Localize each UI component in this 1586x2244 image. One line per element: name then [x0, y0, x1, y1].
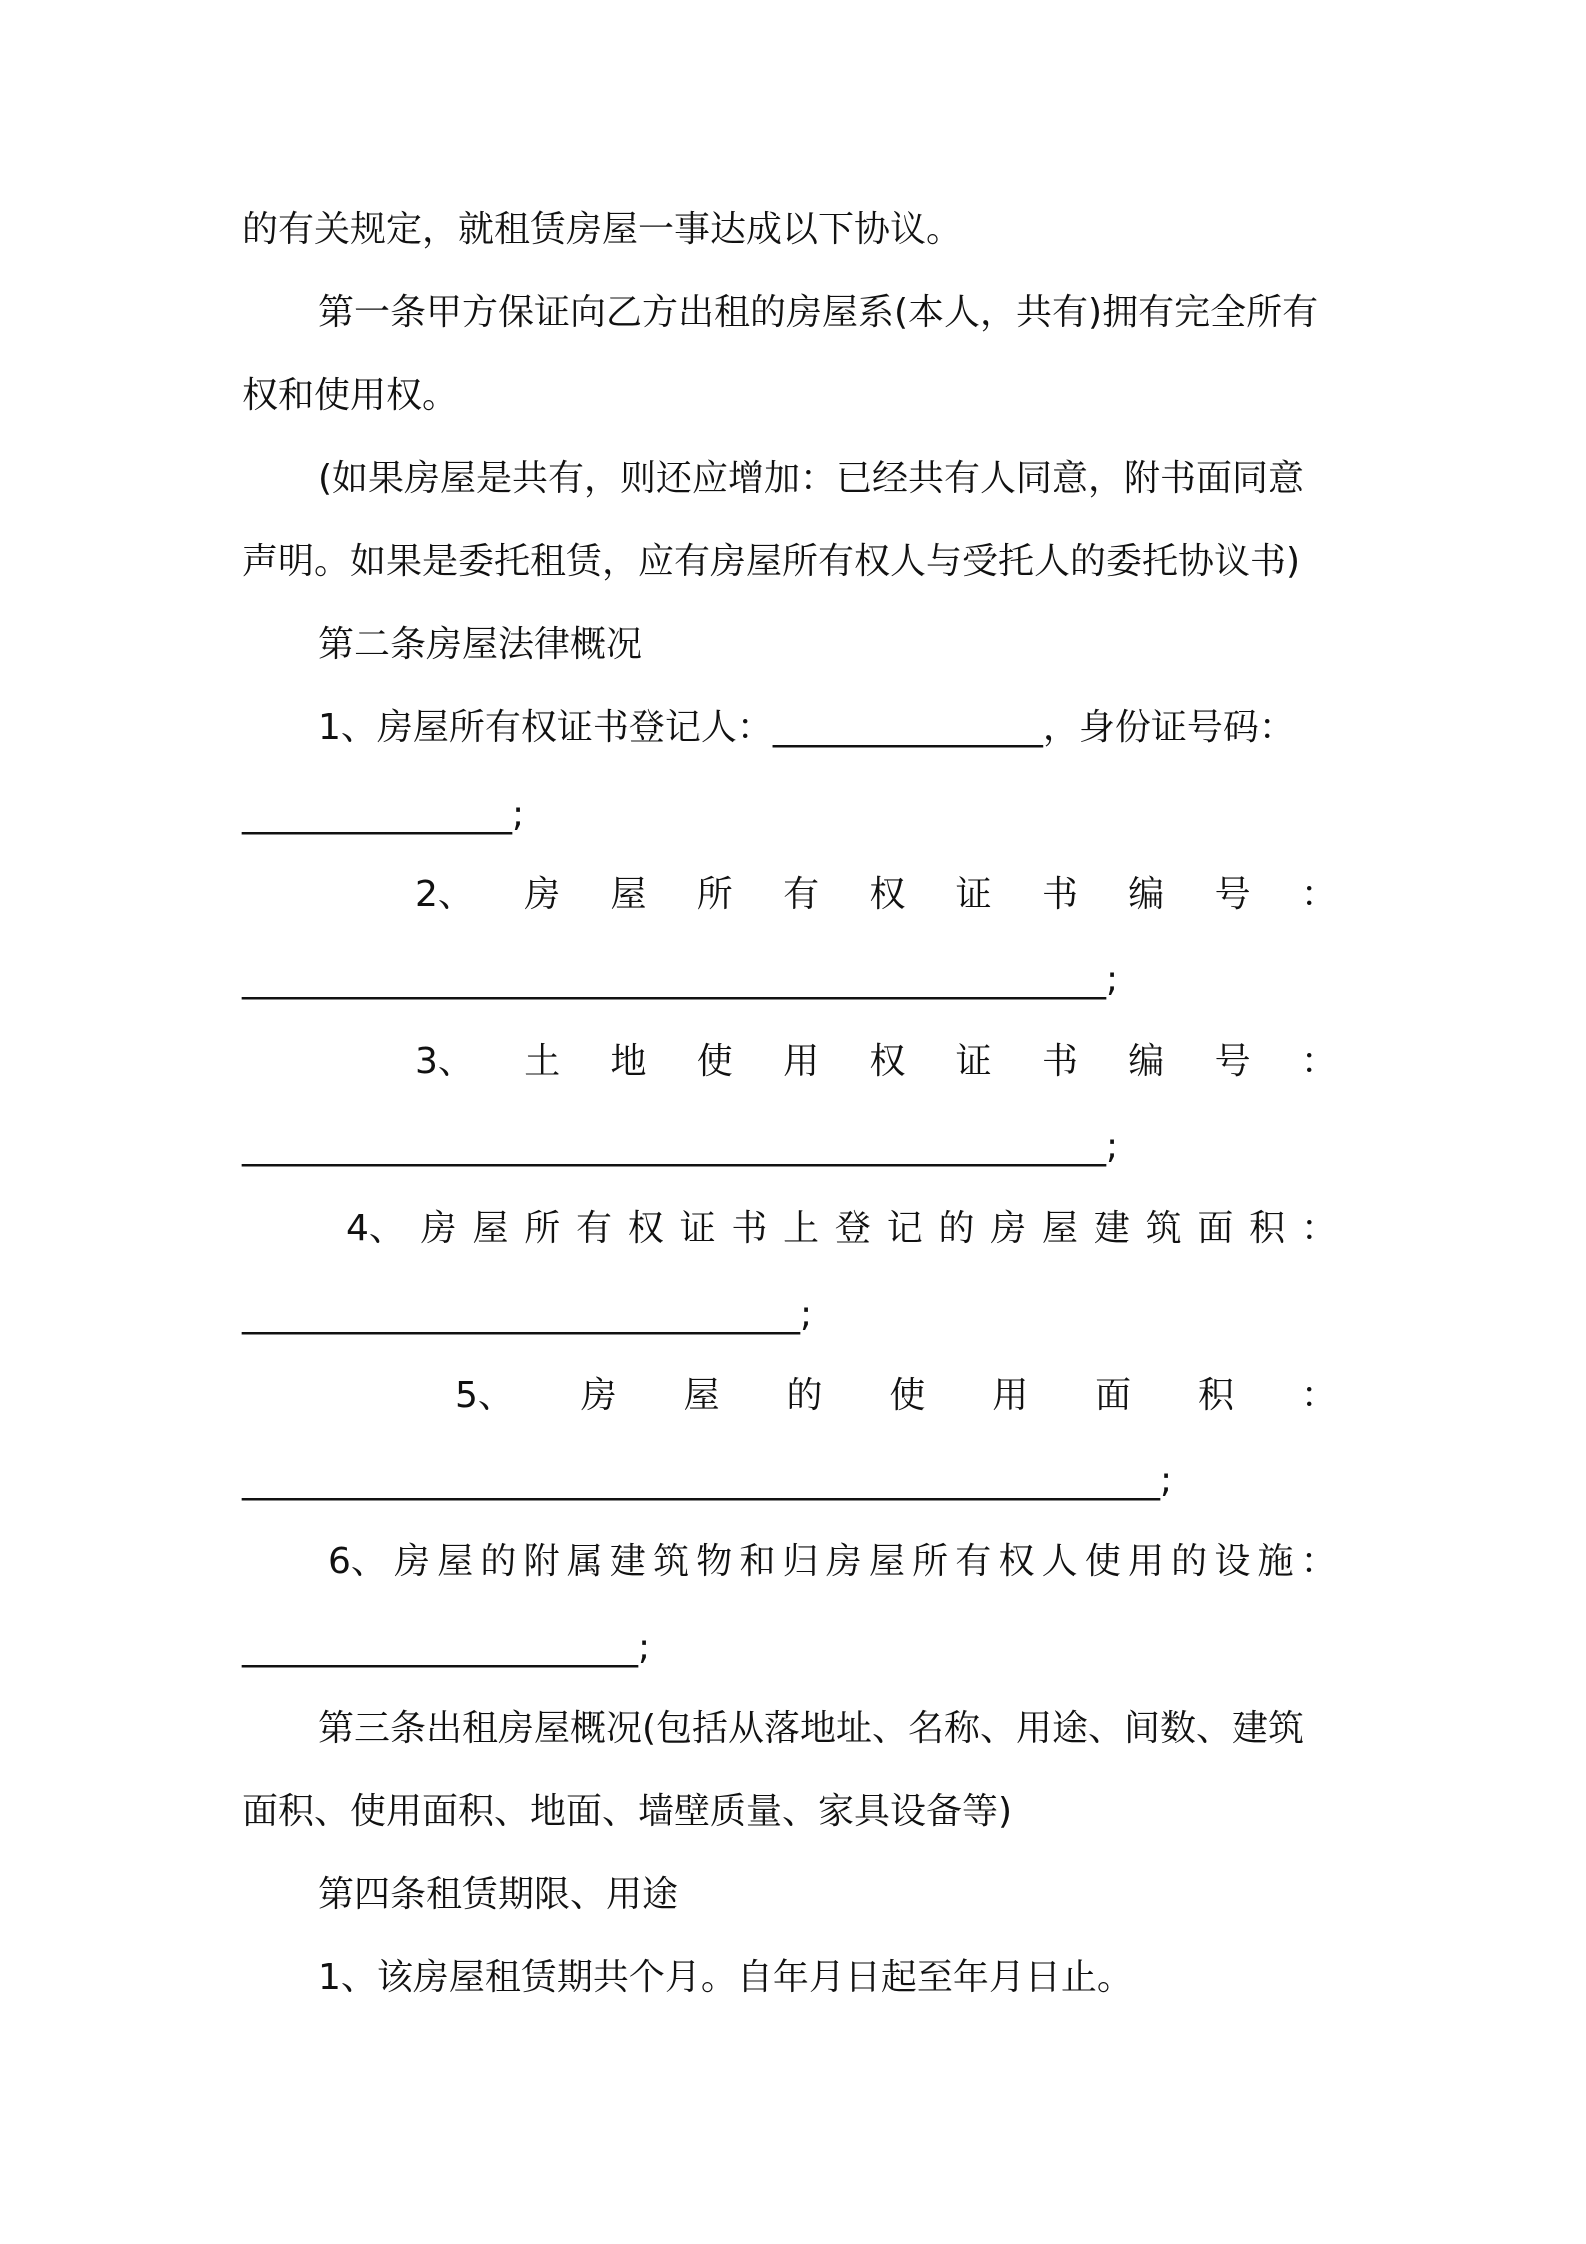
justified-char: 所 [696, 874, 733, 915]
justified-char: 权 [627, 1208, 664, 1249]
justified-char: 积 [1198, 1375, 1235, 1416]
justified-char: 书 [1041, 1041, 1078, 1082]
justified-char: 编 [1128, 1041, 1165, 1082]
justified-char: 设 [1214, 1541, 1251, 1582]
justified-char: 所 [912, 1541, 949, 1582]
justified-char: 使 [1084, 1541, 1121, 1582]
justified-char: 和 [739, 1541, 776, 1582]
justified-char: 地 [610, 1041, 647, 1082]
justified-char: ： [1300, 874, 1337, 915]
justified-char: 4、 [346, 1208, 405, 1249]
article-1-line-2: 权和使用权。 [242, 375, 459, 416]
justified-char: ： [1300, 1041, 1337, 1082]
item-5-blank: ___________________________________________________; [242, 1460, 1173, 1501]
justified-char: 使 [889, 1375, 926, 1416]
justified-char: 归 [782, 1541, 819, 1582]
article-1-line-1: 第一条甲方保证向乙方出租的房屋系(本人，共有)拥有完全所有 [318, 292, 1319, 333]
justified-char: 房 [990, 1208, 1027, 1249]
justified-char: 证 [679, 1208, 716, 1249]
article-2-heading: 第二条房屋法律概况 [318, 624, 643, 665]
justified-char: 土 [524, 1041, 561, 1082]
justified-char: 筑 [1145, 1208, 1182, 1249]
justified-char: 证 [955, 1041, 992, 1082]
justified-char: 用 [1127, 1541, 1164, 1582]
justified-char: 物 [696, 1541, 733, 1582]
justified-char: 3、 [415, 1041, 474, 1082]
justified-char: 建 [1093, 1208, 1130, 1249]
justified-char: 屋 [610, 874, 647, 915]
article-1-note-line-2: 声明。如果是委托租赁，应有房屋所有权人与受托人的委托协议书) [242, 541, 1301, 582]
justified-char: 屋 [437, 1541, 474, 1582]
justified-char: 房 [394, 1541, 431, 1582]
justified-char: 证 [955, 874, 992, 915]
justified-char: 房 [580, 1375, 617, 1416]
justified-char: 面 [1197, 1208, 1234, 1249]
justified-char: 编 [1128, 874, 1165, 915]
justified-char: 书 [731, 1208, 768, 1249]
article-3-line-2: 面积、使用面积、地面、墙壁质量、家具设备等) [242, 1791, 1013, 1832]
justified-char: ： [1300, 1208, 1337, 1249]
item-1-owner-line: 1、房屋所有权证书登记人：_______________，身份证号码： [318, 707, 1295, 748]
justified-char: 上 [783, 1208, 820, 1249]
justified-char: 2、 [415, 874, 474, 915]
justified-char: 屋 [868, 1541, 905, 1582]
justified-char: 积 [1249, 1208, 1286, 1249]
justified-char: 有 [576, 1208, 613, 1249]
justified-char: 权 [998, 1541, 1035, 1582]
justified-char: 附 [523, 1541, 560, 1582]
article-1-note-line-1: (如果房屋是共有，则还应增加：已经共有人同意，附书面同意 [318, 458, 1305, 499]
justified-char: 用 [992, 1375, 1029, 1416]
justified-char: 所 [524, 1208, 561, 1249]
justified-char: 权 [869, 1041, 906, 1082]
justified-char: 屋 [683, 1375, 720, 1416]
justified-char: 房 [420, 1208, 457, 1249]
justified-char: 权 [869, 874, 906, 915]
justified-char: 属 [566, 1541, 603, 1582]
justified-char: 的 [938, 1208, 975, 1249]
justified-char: ： [1300, 1541, 1337, 1582]
item-6-blank: ______________________; [242, 1627, 651, 1668]
justified-char: 的 [1171, 1541, 1208, 1582]
justified-char: 有 [955, 1541, 992, 1582]
justified-char: 用 [783, 1041, 820, 1082]
item-2-blank: ________________________________________________; [242, 959, 1119, 1000]
item-4-building-area [346, 1204, 1337, 1254]
justified-char: ： [1300, 1375, 1337, 1416]
justified-char: 施 [1257, 1541, 1294, 1582]
justified-char: 的 [480, 1541, 517, 1582]
justified-char: 的 [786, 1375, 823, 1416]
article-4-heading: 第四条租赁期限、用途 [318, 1874, 679, 1915]
item-2-certificate-number [415, 870, 1337, 920]
article-3-line-1: 第三条出租房屋概况(包括从落地址、名称、用途、间数、建筑 [318, 1708, 1305, 1749]
justified-char: 号 [1214, 1041, 1251, 1082]
justified-char: 6、 [328, 1541, 387, 1582]
justified-char: 使 [696, 1041, 733, 1082]
item-6-facilities [328, 1537, 1337, 1587]
justified-char: 面 [1095, 1375, 1132, 1416]
justified-char: 记 [886, 1208, 923, 1249]
item-3-land-certificate-number [415, 1037, 1337, 1087]
justified-char: 房 [524, 874, 561, 915]
justified-char: 号 [1214, 874, 1251, 915]
article-4-item-1: 1、该房屋租赁期共个月。自年月日起至年月日止。 [318, 1957, 1133, 1998]
justified-char: 书 [1041, 874, 1078, 915]
item-5-usable-area [455, 1371, 1337, 1421]
item-4-blank: _______________________________; [242, 1294, 813, 1335]
justified-char: 人 [1041, 1541, 1078, 1582]
paragraph-intro-end: 的有关规定，就租赁房屋一事达成以下协议。 [242, 209, 963, 250]
justified-char: 建 [609, 1541, 646, 1582]
justified-char: 屋 [1042, 1208, 1079, 1249]
item-1-id-blank: _______________; [242, 794, 525, 835]
justified-char: 房 [825, 1541, 862, 1582]
justified-char: 登 [834, 1208, 871, 1249]
justified-char: 5、 [455, 1375, 514, 1416]
justified-char: 屋 [472, 1208, 509, 1249]
justified-char: 筑 [653, 1541, 690, 1582]
item-3-blank: ________________________________________________; [242, 1126, 1119, 1167]
justified-char: 有 [783, 874, 820, 915]
